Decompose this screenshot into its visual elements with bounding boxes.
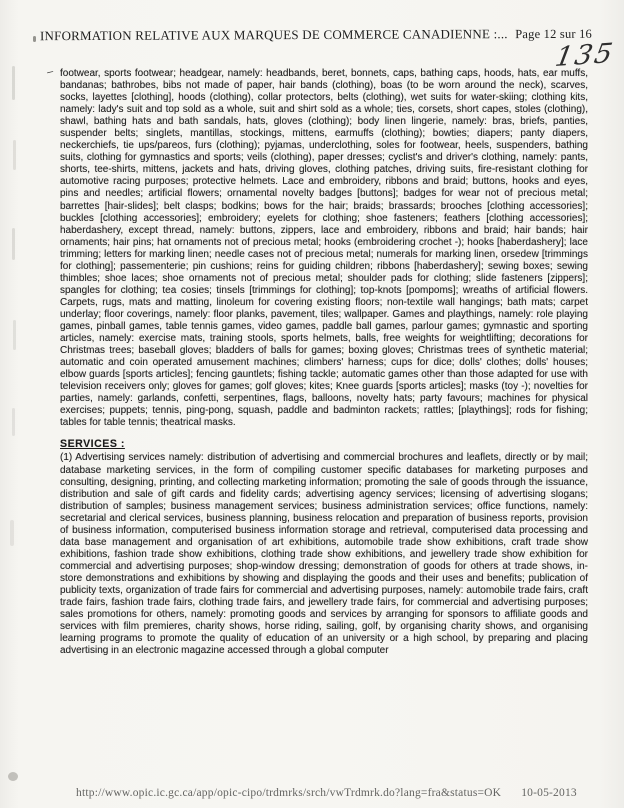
footer-date: 10-05-2013	[521, 787, 577, 799]
scan-edge-artifact	[12, 408, 15, 436]
services-heading: SERVICES :	[60, 438, 125, 451]
page-header	[40, 26, 592, 44]
scan-edge-artifact	[13, 320, 16, 350]
scan-edge-artifact	[10, 520, 14, 546]
scan-smudge	[8, 772, 18, 781]
scan-edge-artifact	[12, 228, 15, 260]
page-number: Page 12 sur 16	[515, 26, 593, 42]
handwritten-folio-number: 135	[552, 38, 617, 73]
scan-speck	[33, 36, 36, 42]
scan-edge-artifact	[13, 140, 16, 170]
services-paragraph: (1) Advertising services namely: distribution of advertising and commercial brochures and leaflets, directly or by mail; database marketing services, in the form of compiling customer specific databases for marketing purposes and consulting, designing, printing, and collecting marketing information; promoting the sale of goods through the issuance, distribution and sale of gift cards and fidelity cards; advertising agency services; licensing of advertising slogans; distribution of samples; business management services; business administration services; office functions, namely: secretarial and clerical services, business planning, business relocation and preparation of business reports, provision of business information, computerised business information storage and retrieval, computerised data processing and data base management and organisation of art exhibitions, automobile trade show exhibitions, craft trade show exhibitions, fashion trade show exhibitions, clothing trade show exhibitions, and jewellery trade show exhibition for commercial and advertising purposes; shop-window dressing; demonstration of goods for others at trade shows, in-store demonstrations and exhibitions by showing and displaying the goods and their uses and benefits; publication of publicity texts, organization of trade fairs for commercial and advertising purposes, namely: automobile trade fairs, craft trade fairs, fashion trade fairs, clothing trade fairs, and jewellery trade fairs, for commercial and advertising purposes; sales promotions for others, namely: promoting goods and services by arranging for sponsors to affiliate goods and services with film premieres, charity shows, horse riding, sailing, golf, by organising charity shows, and organising learning programs to promote the quality of education of an university or a high school, by preparing and placing advertising in an electronic magazine accessed through a global computer	[60, 452, 588, 657]
document-title: INFORMATION RELATIVE AUX MARQUES DE COMMERCE CANADIENNE :...	[39, 26, 508, 44]
margin-dash-mark: –	[45, 65, 55, 79]
document-body	[60, 68, 588, 657]
scan-edge-artifact	[12, 66, 15, 100]
goods-paragraph: footwear, sports footwear; headgear, namely: headbands, beret, bonnets, caps, bathing caps, hoods, hats, ear muffs, bandanas; bathrobes, bibs not made of paper, hair bands (clothing), boas (to be worn around the neck), scarves, socks, layettes [clothing], hoods (clothing), collar protectors, belts (clothing), wet suits for water-skiing; clothing kits, namely: lady's suit and top sold as a whole, suit and shirt sold as a whole; ties, corsets, short capes, stoles (clothing), shawl, bathing hats and bath sandals, hats, gloves (clothing); body linen lingerie, namely: bras, briefs, panties, suspender belts; singlets, mantillas, stockings, mittens, earmuffs (clothing); bowties; diapers; panty diapers, neckerchiefs, tie ups/pareos, furs (clothing); pyjamas, underclothing, soles for footwear, heels, suspenders, bathing suits, clothing for gymnastics and sports; veils (clothing), paper dresses; cyclist's and driver's clothing, namely: pants, shorts, tee-shirts, mittens, jackets and hats, driving gloves, clothing patches, driving suits, fire-resistant clothing for automotive racing purposes; protective helmets. Lace and embroidery, ribbons and braid; buttons, hooks and eyes, pins and needles; artificial flowers; ornamental novelty badges [buttons]; badges for wear not of precious metal; barrettes [hair-slides]; belt clasps; bodkins; bows for the hair; braids; brassards; brooches [clothing accessories]; buckles [clothing accessories]; embroidery; eyelets for clothing; shoe fasteners; feathers [clothing accessories]; haberdashery, except thread, namely: buttons, zippers, lace and embroidery, ribbons and braid; hair bands; hair ornaments; hair pins; hat ornaments not of precious metal; hooks (embroidering crochet -); hooks [haberdashery]; lace trimming; letters for marking linen; needle cases not of precious metal; numerals for marking linen, orsedew [trimmings for clothing]; passementerie; pin cushions; reins for guiding children; ribbons [haberdashery]; sewing boxes; sewing thimbles; shoe laces; shoe ornaments not of precious metal; shoulder pads for clothing; slide fasteners [zippers]; spangles for clothing; tea cosies; tinsels [trimmings for clothing]; top-knots [pompoms]; wreaths of artificial flowers. Carpets, rugs, mats and matting, linoleum for covering existing floors; non-textile wall hangings; bath mats; carpet underlay; floor coverings, namely: floor planks, pavement, tiles; wallpaper. Games and playthings, namely: role playing games, pinball games, table tennis games, video games, paddle ball games, parlour games; gymnastic and sporting articles, namely: exercise mats, training stools, sports helmets, balls, free weights for weightlifting; decorations for Christmas trees; baseball gloves; bladders of balls for games; boxing gloves; Christmas trees of synthetic material; automatic and coin operated amusement machines; climbers' harness; cups for dice; dolls' clothes; dolls' houses; elbow guards [sports articles]; fencing gauntlets; fishing tackle; automatic games other than those adapted for use with television receivers only; gloves for games; golf gloves; kites; Knee guards [sports articles]; masks (toy -); novelties for parties, namely: garlands, confetti, serpentines, flags, balloons, novelty hats; party favours; machines for physical exercises; puppets; tennis, ping-pong, squash, paddle and badminton rackets; rattles; [playthings]; rods for fishing; tables for table tennis; theatrical masks.	[60, 68, 588, 429]
footer-source-url: http://www.opic.ic.gc.ca/app/opic-cipo/trdmrks/srch/vwTrdmrk.do?lang=fra&status=OK	[76, 787, 502, 799]
page-footer	[76, 787, 576, 799]
